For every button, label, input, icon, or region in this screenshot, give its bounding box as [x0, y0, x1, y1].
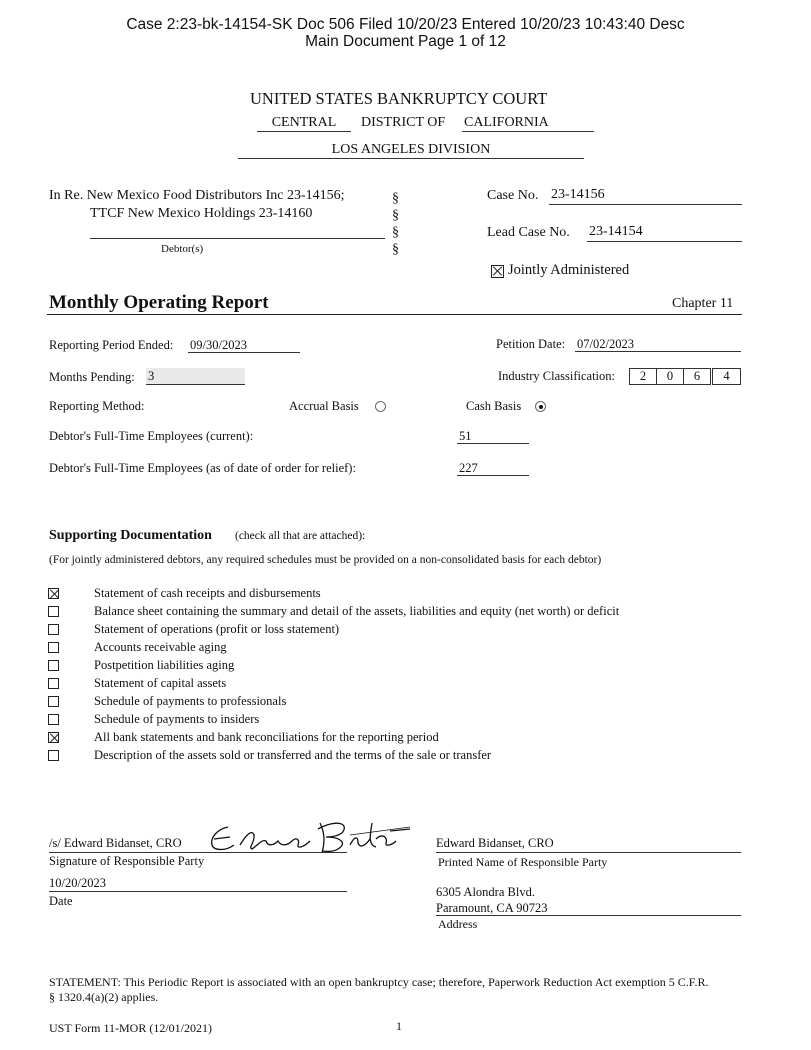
petition-field[interactable]: 07/02/2023	[575, 337, 741, 352]
accrual-label: Accrual Basis	[289, 399, 359, 413]
report-title: Monthly Operating Report	[49, 292, 269, 313]
lead-case-field[interactable]: 23-14154	[587, 225, 742, 242]
address-line2: Paramount, CA 90723	[436, 901, 548, 915]
handwritten-signature	[200, 815, 415, 860]
doc-checkbox-8[interactable]	[48, 714, 59, 725]
jointly-administered-checkbox[interactable]	[491, 265, 504, 278]
petition-label: Petition Date:	[496, 337, 566, 351]
method-label: Reporting Method:	[49, 399, 145, 413]
printed-name-label: Printed Name of Responsible Party	[438, 855, 608, 869]
section-symbol-1: §	[392, 191, 399, 206]
doc-item-label-7: Schedule of payments to professionals	[94, 694, 287, 708]
court-title: UNITED STATES BANKRUPTCY COURT	[250, 89, 548, 108]
doc-item-label-9: All bank statements and bank reconciliations for the reporting period	[94, 730, 439, 744]
debtor-label: Debtor(s)	[161, 243, 204, 255]
filing-stamp-line1: Case 2:23-bk-14154-SK Doc 506 Filed 10/20/23 Entered 10/20/23 10:43:40 Desc	[126, 16, 685, 33]
case-no-field[interactable]: 23-14156	[549, 188, 742, 205]
industry-digit-4[interactable]: 4	[712, 368, 741, 385]
section-symbol-2: §	[392, 208, 399, 223]
industry-digit-1[interactable]: 2	[629, 368, 657, 385]
months-field[interactable]: 3	[146, 368, 245, 385]
signed-as: /s/ Edward Bidanset, CRO	[49, 836, 182, 850]
debtor-line	[90, 238, 385, 239]
doc-checkbox-9[interactable]	[48, 732, 59, 743]
address-line1: 6305 Alondra Blvd.	[436, 885, 535, 899]
doc-checkbox-10[interactable]	[48, 750, 59, 761]
supporting-heading-note: (check all that are attached):	[235, 530, 366, 542]
district-state: CALIFORNIA	[462, 115, 594, 132]
employees-current-field[interactable]: 51	[457, 429, 529, 444]
statement-line1: STATEMENT: This Periodic Report is associated with an open bankruptcy case; therefore, Paperwork Reduction Act exemption 5 C.F.R.	[49, 975, 709, 989]
jointly-administered-label: Jointly Administered	[508, 262, 630, 278]
title-rule	[47, 314, 742, 315]
doc-checkbox-5[interactable]	[48, 660, 59, 671]
doc-checkbox-3[interactable]	[48, 624, 59, 635]
page-number: 1	[396, 1019, 402, 1033]
chapter-label: Chapter 11	[672, 296, 734, 311]
case-no-label: Case No.	[487, 188, 539, 203]
doc-item-label-10: Description of the assets sold or transferred and the terms of the sale or transfer	[94, 748, 492, 762]
period-field[interactable]: 09/30/2023	[188, 338, 300, 353]
address-label: Address	[438, 917, 478, 931]
printed-name-line	[436, 852, 741, 853]
doc-item-label-2: Balance sheet containing the summary and detail of the assets, liabilities and equity (net worth) or deficit	[94, 604, 620, 618]
printed-name: Edward Bidanset, CRO	[436, 836, 554, 850]
form-id: UST Form 11-MOR (12/01/2021)	[49, 1021, 213, 1035]
supporting-note: (For jointly administered debtors, any required schedules must be provided on a non-consolidated basis for each debtor)	[49, 554, 602, 566]
signature-label: Signature of Responsible Party	[49, 854, 205, 868]
filing-stamp-line2: Main Document Page 1 of 12	[305, 33, 506, 50]
lead-case-label: Lead Case No.	[487, 225, 570, 240]
section-symbol-3: §	[392, 225, 399, 240]
doc-item-label-5: Postpetition liabilities aging	[94, 658, 235, 672]
in-re-line1: In Re. New Mexico Food Distributors Inc 23-14156;	[49, 188, 345, 203]
employees-relief-field[interactable]: 227	[457, 461, 529, 476]
employees-current-label: Debtor's Full-Time Employees (current):	[49, 429, 254, 443]
signature-line	[49, 852, 347, 853]
doc-checkbox-4[interactable]	[48, 642, 59, 653]
district-of-label: DISTRICT OF	[361, 115, 446, 130]
doc-checkbox-2[interactable]	[48, 606, 59, 617]
doc-checkbox-7[interactable]	[48, 696, 59, 707]
doc-item-label-4: Accounts receivable aging	[94, 640, 227, 654]
industry-digit-2[interactable]: 0	[656, 368, 684, 385]
date-line	[49, 891, 347, 892]
employees-relief-label: Debtor's Full-Time Employees (as of date of order for relief):	[49, 461, 356, 475]
industry-digit-3[interactable]: 6	[683, 368, 711, 385]
doc-checkbox-6[interactable]	[48, 678, 59, 689]
doc-item-label-3: Statement of operations (profit or loss statement)	[94, 622, 340, 636]
supporting-heading: Supporting Documentation	[49, 528, 212, 543]
statement-line2: § 1320.4(a)(2) applies.	[49, 990, 159, 1004]
doc-item-label-6: Statement of capital assets	[94, 676, 227, 690]
doc-checkbox-1[interactable]	[48, 588, 59, 599]
section-symbol-4: §	[392, 242, 399, 257]
in-re-line2: TTCF New Mexico Holdings 23-14160	[90, 206, 313, 221]
months-label: Months Pending:	[49, 370, 135, 384]
cash-radio[interactable]	[535, 401, 546, 412]
doc-item-label-8: Schedule of payments to insiders	[94, 712, 260, 726]
date-label: Date	[49, 894, 73, 908]
doc-item-label-1: Statement of cash receipts and disbursements	[94, 586, 321, 600]
cash-label: Cash Basis	[466, 399, 522, 413]
industry-label: Industry Classification:	[498, 369, 615, 383]
district-prefix: CENTRAL	[257, 115, 351, 132]
division: LOS ANGELES DIVISION	[238, 142, 584, 159]
address-line	[436, 915, 741, 916]
period-label: Reporting Period Ended:	[49, 338, 174, 352]
accrual-radio[interactable]	[375, 401, 386, 412]
date-value: 10/20/2023	[49, 876, 106, 890]
